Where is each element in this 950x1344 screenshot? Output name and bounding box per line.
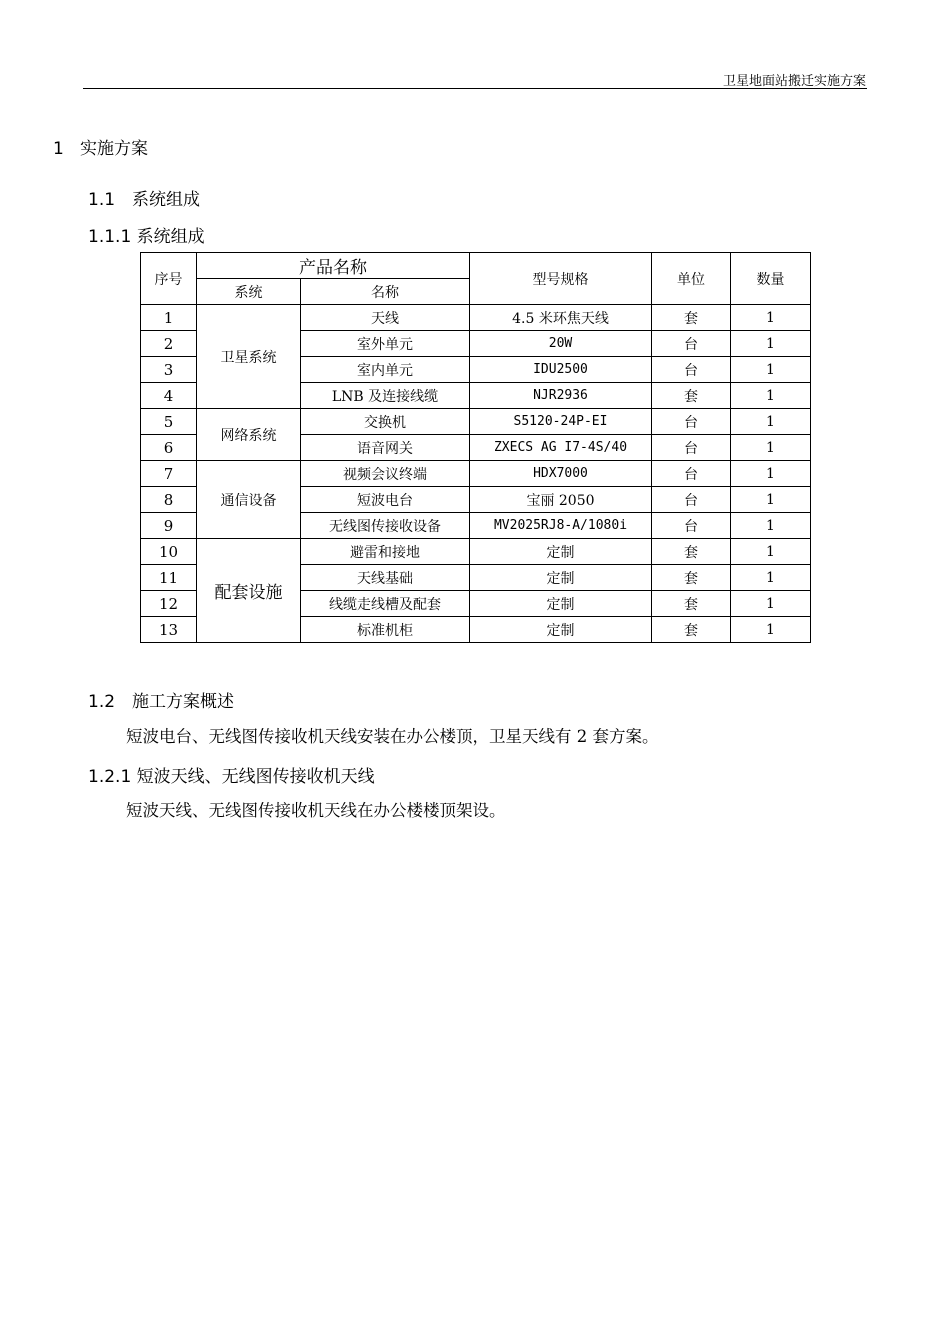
cell-unit: 台 [652, 409, 731, 435]
cell-qty: 1 [731, 487, 811, 513]
header-model: 型号规格 [470, 253, 652, 305]
table-row [141, 461, 811, 487]
table-header-row [141, 253, 811, 279]
cell-name: 天线 [301, 305, 470, 331]
cell-seq: 8 [141, 487, 197, 513]
cell-system-group: 网络系统 [197, 409, 301, 461]
cell-qty: 1 [731, 591, 811, 617]
cell-qty: 1 [731, 357, 811, 383]
cell-seq: 2 [141, 331, 197, 357]
cell-seq: 12 [141, 591, 197, 617]
cell-unit: 台 [652, 461, 731, 487]
page-header-title: 卫星地面站搬迁实施方案 [722, 74, 866, 89]
cell-seq: 7 [141, 461, 197, 487]
cell-model: 宝丽 2050 [470, 487, 652, 513]
cell-seq: 3 [141, 357, 197, 383]
cell-seq: 6 [141, 435, 197, 461]
cell-qty: 1 [731, 513, 811, 539]
header-seq: 序号 [141, 253, 197, 305]
cell-name: 无线图传接收设备 [301, 513, 470, 539]
cell-model: 20W [470, 331, 652, 357]
cell-model: HDX7000 [470, 461, 652, 487]
cell-unit: 套 [652, 617, 731, 643]
cell-qty: 1 [731, 305, 811, 331]
table-row [141, 409, 811, 435]
paragraph-overview: 短波电台、无线图传接收机天线安装在办公楼顶，卫星天线有 2 套方案。 [126, 727, 659, 746]
cell-name: 避雷和接地 [301, 539, 470, 565]
cell-model: 定制 [470, 617, 652, 643]
header-qty: 数量 [731, 253, 811, 305]
heading-1-1-text: 系统组成 [132, 190, 200, 210]
header-system: 系统 [197, 279, 301, 305]
cell-name: 交换机 [301, 409, 470, 435]
cell-model: 定制 [470, 591, 652, 617]
heading-1-1-number: 1.1 [88, 190, 116, 210]
cell-unit: 台 [652, 357, 731, 383]
cell-unit: 套 [652, 305, 731, 331]
cell-unit: 套 [652, 383, 731, 409]
cell-model: 定制 [470, 539, 652, 565]
paragraph-antenna: 短波天线、无线图传接收机天线在办公楼楼顶架设。 [126, 801, 506, 820]
cell-name: LNB 及连接线缆 [301, 383, 470, 409]
header-name: 名称 [301, 279, 470, 305]
cell-name: 标准机柜 [301, 617, 470, 643]
cell-seq: 13 [141, 617, 197, 643]
cell-model: NJR2936 [470, 383, 652, 409]
header-unit: 单位 [652, 253, 731, 305]
cell-qty: 1 [731, 617, 811, 643]
cell-unit: 台 [652, 513, 731, 539]
equipment-table [140, 252, 811, 643]
cell-qty: 1 [731, 409, 811, 435]
heading-1-number: 1 [53, 139, 64, 159]
cell-qty: 1 [731, 435, 811, 461]
cell-unit: 套 [652, 539, 731, 565]
cell-model: MV2025RJ8-A/1080i [470, 513, 652, 539]
cell-qty: 1 [731, 539, 811, 565]
cell-model: 定制 [470, 565, 652, 591]
heading-1-1 [88, 185, 200, 210]
heading-1 [53, 134, 148, 159]
cell-seq: 10 [141, 539, 197, 565]
cell-name: 室外单元 [301, 331, 470, 357]
cell-qty: 1 [731, 331, 811, 357]
cell-unit: 台 [652, 435, 731, 461]
cell-unit: 台 [652, 331, 731, 357]
cell-name: 天线基础 [301, 565, 470, 591]
cell-unit: 套 [652, 565, 731, 591]
cell-seq: 5 [141, 409, 197, 435]
cell-qty: 1 [731, 461, 811, 487]
table-row [141, 539, 811, 565]
header-product-name: 产品名称 [197, 253, 470, 279]
cell-seq: 1 [141, 305, 197, 331]
table-row [141, 305, 811, 331]
cell-qty: 1 [731, 383, 811, 409]
cell-system-group: 配套设施 [197, 539, 301, 643]
cell-model: IDU2500 [470, 357, 652, 383]
header-divider [83, 88, 867, 89]
heading-1-2-number: 1.2 [88, 692, 116, 712]
cell-name: 语音网关 [301, 435, 470, 461]
heading-1-2 [88, 687, 234, 712]
cell-name: 室内单元 [301, 357, 470, 383]
heading-1-2-1: 1.2.1 短波天线、无线图传接收机天线 [88, 767, 375, 787]
cell-seq: 11 [141, 565, 197, 591]
heading-1-1-1: 1.1.1 系统组成 [88, 227, 205, 247]
cell-seq: 9 [141, 513, 197, 539]
heading-1-text: 实施方案 [80, 139, 148, 159]
cell-seq: 4 [141, 383, 197, 409]
cell-qty: 1 [731, 565, 811, 591]
cell-name: 短波电台 [301, 487, 470, 513]
cell-system-group: 通信设备 [197, 461, 301, 539]
cell-unit: 台 [652, 487, 731, 513]
cell-model: 4.5 米环焦天线 [470, 305, 652, 331]
cell-model: ZXECS AG I7-4S/40 [470, 435, 652, 461]
cell-system-group: 卫星系统 [197, 305, 301, 409]
cell-unit: 套 [652, 591, 731, 617]
cell-model: S5120-24P-EI [470, 409, 652, 435]
cell-name: 线缆走线槽及配套 [301, 591, 470, 617]
heading-1-2-text: 施工方案概述 [132, 692, 234, 712]
cell-name: 视频会议终端 [301, 461, 470, 487]
